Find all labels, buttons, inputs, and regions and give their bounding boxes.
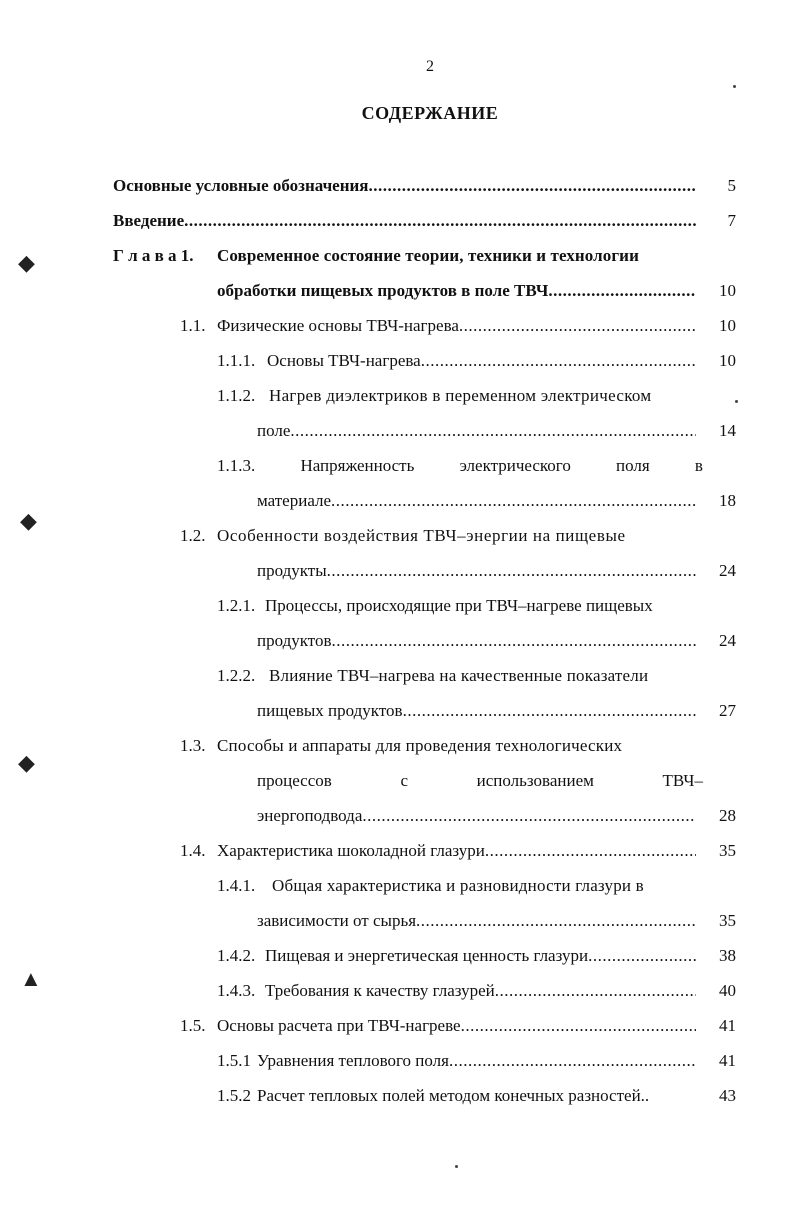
toc-page: 27 — [719, 701, 736, 720]
toc-entry-line1: Нагрев диэлектриков в переменном электрическом — [269, 386, 652, 405]
toc-num: 1.4.3. — [217, 981, 256, 1000]
dot-leader — [327, 559, 696, 583]
toc-entry-line1: Процессы, происходящие при ТВЧ–нагреве пищевых — [265, 596, 653, 615]
toc-word: с — [400, 771, 408, 790]
toc-entry-text: продукты — [257, 561, 327, 580]
toc-entry-1-4 — [217, 839, 696, 863]
page-number: 2 — [426, 58, 434, 75]
toc-page: 10 — [719, 316, 736, 335]
toc-num: 1.1.2. — [217, 386, 256, 405]
scan-mark-icon: ▲ — [20, 966, 42, 991]
toc-page: 5 — [727, 176, 736, 195]
scan-mark-icon: ◆ — [18, 250, 35, 275]
toc-num: 1.1. — [180, 316, 206, 335]
dot-leader — [421, 349, 696, 373]
toc-word: Напряженность — [300, 456, 415, 475]
toc-entry-1-2-1 — [257, 629, 696, 653]
toc-word: процессов — [257, 771, 332, 790]
toc-entry-symbols — [113, 174, 696, 198]
toc-page: 24 — [719, 561, 736, 580]
toc-entry-text: материале — [257, 491, 332, 510]
toc-entry-line2 — [257, 769, 703, 793]
toc-entry-1-1-2 — [257, 419, 696, 443]
scan-speck — [455, 1165, 458, 1168]
toc-page: 41 — [719, 1051, 736, 1070]
dot-leader — [548, 279, 696, 303]
toc-num: 1.5. — [180, 1016, 206, 1035]
toc-entry-line1: Особенности воздействия ТВЧ–энергии на пищевые — [217, 526, 626, 545]
dot-leader — [332, 629, 696, 653]
dot-leader — [403, 699, 696, 723]
toc-entry-text: пищевых продуктов — [257, 701, 403, 720]
dot-leader — [290, 419, 696, 443]
page-title: СОДЕРЖАНИЕ — [361, 103, 499, 123]
toc-entry-text: Пищевая и энергетическая ценность глазури — [265, 946, 589, 965]
dot-leader — [369, 174, 696, 198]
scan-mark-icon: ◆ — [18, 750, 35, 775]
toc-num: 1.4. — [180, 841, 206, 860]
toc-entry-text: Введение — [113, 211, 185, 230]
toc-entry-1-5-1 — [257, 1049, 696, 1073]
dot-leader — [449, 1049, 696, 1073]
toc-entry-1-4-3 — [265, 979, 696, 1003]
toc-num: 1.5.1 — [217, 1051, 251, 1070]
toc-entry-text: обработки пищевых продуктов в поле ТВЧ — [217, 281, 549, 300]
toc-word: в — [694, 456, 703, 475]
toc-page: 24 — [719, 631, 736, 650]
toc-entry-text: Физические основы ТВЧ-нагрева — [217, 316, 459, 335]
dot-leader — [362, 804, 696, 828]
toc-num: 1.5.2 — [217, 1086, 251, 1105]
toc-entry-1-2 — [257, 559, 696, 583]
toc-num: 1.2. — [180, 526, 206, 545]
dot-leader — [416, 909, 696, 933]
dot-leader — [588, 944, 696, 968]
toc-word: ТВЧ– — [662, 771, 703, 790]
toc-word: электрического — [459, 456, 571, 475]
toc-entry-line1: Влияние ТВЧ–нагрева на качественные показатели — [269, 666, 649, 685]
toc-page: 7 — [727, 211, 736, 230]
scan-mark-icon: ◆ — [20, 508, 37, 533]
toc-entry-text: Требования к качеству глазурей — [265, 981, 495, 1000]
toc-entry-text: Характеристика шоколадной глазури — [217, 841, 485, 860]
dot-leader — [331, 489, 696, 513]
dot-leader — [485, 839, 696, 863]
toc-entry-1-1-3 — [257, 489, 696, 513]
toc-entry-text: Уравнения теплового поля — [257, 1051, 449, 1070]
toc-entry-1-1-1 — [267, 349, 696, 373]
toc-entry-text: Основные условные обозначения — [113, 176, 369, 195]
toc-num: 1.4.1. — [217, 876, 256, 895]
toc-entry-1-5 — [217, 1014, 696, 1038]
dot-leader — [495, 979, 696, 1003]
scan-speck — [733, 85, 736, 88]
toc-num: 1.2.2. — [217, 666, 256, 685]
toc-word: поля — [616, 456, 650, 475]
toc-word: использованием — [476, 771, 594, 790]
toc-page: 43 — [719, 1086, 736, 1105]
toc-entry-text: Основы ТВЧ-нагрева — [267, 351, 421, 370]
toc-entry-1-4-2 — [265, 944, 696, 968]
toc-page: 10 — [719, 351, 736, 370]
toc-entry-chapter1 — [217, 279, 696, 303]
toc-num: 1.3. — [180, 736, 206, 755]
toc-entry-text: продуктов — [257, 631, 332, 650]
toc-num: 1.1.3. — [217, 456, 256, 475]
toc-page: 18 — [719, 491, 736, 510]
toc-entry-1-4-1 — [257, 909, 696, 933]
toc-entry-line1 — [217, 454, 703, 478]
toc-num: 1.2.1. — [217, 596, 256, 615]
scan-speck — [735, 400, 738, 403]
chapter-label: Г л а в а 1. — [113, 246, 194, 265]
toc-entry-1-2-2 — [257, 699, 696, 723]
toc-page: 35 — [719, 911, 736, 930]
toc-num: 1.1.1. — [217, 351, 256, 370]
dot-leader — [459, 314, 696, 338]
toc-entry-text: зависимости от сырья — [257, 911, 417, 930]
toc-entry-line1: Способы и аппараты для проведения технологических — [217, 736, 623, 755]
toc-entry-text: Основы расчета при ТВЧ-нагреве — [217, 1016, 461, 1035]
toc-num: 1.4.2. — [217, 946, 256, 965]
toc-entry-1-1 — [217, 314, 696, 338]
toc-entry-intro — [113, 209, 696, 233]
toc-entry-1-5-2: Расчет тепловых полей методом конечных разностей.. — [257, 1086, 650, 1105]
toc-entry-text: поле — [257, 421, 291, 440]
toc-page: 35 — [719, 841, 736, 860]
toc-entry-1-3 — [257, 804, 696, 828]
toc-entry-line1: Общая характеристика и разновидности глазури в — [272, 876, 644, 895]
toc-page: 38 — [719, 946, 736, 965]
dot-leader — [184, 209, 696, 233]
chapter-title-line1: Современное состояние теории, техники и технологии — [217, 246, 639, 265]
toc-page: 14 — [719, 421, 736, 440]
toc-page: 40 — [719, 981, 736, 1000]
toc-page: 41 — [719, 1016, 736, 1035]
toc-page: 10 — [719, 281, 736, 300]
toc-entry-text: энергоподвода — [257, 806, 363, 825]
toc-page: 28 — [719, 806, 736, 825]
dot-leader — [461, 1014, 696, 1038]
